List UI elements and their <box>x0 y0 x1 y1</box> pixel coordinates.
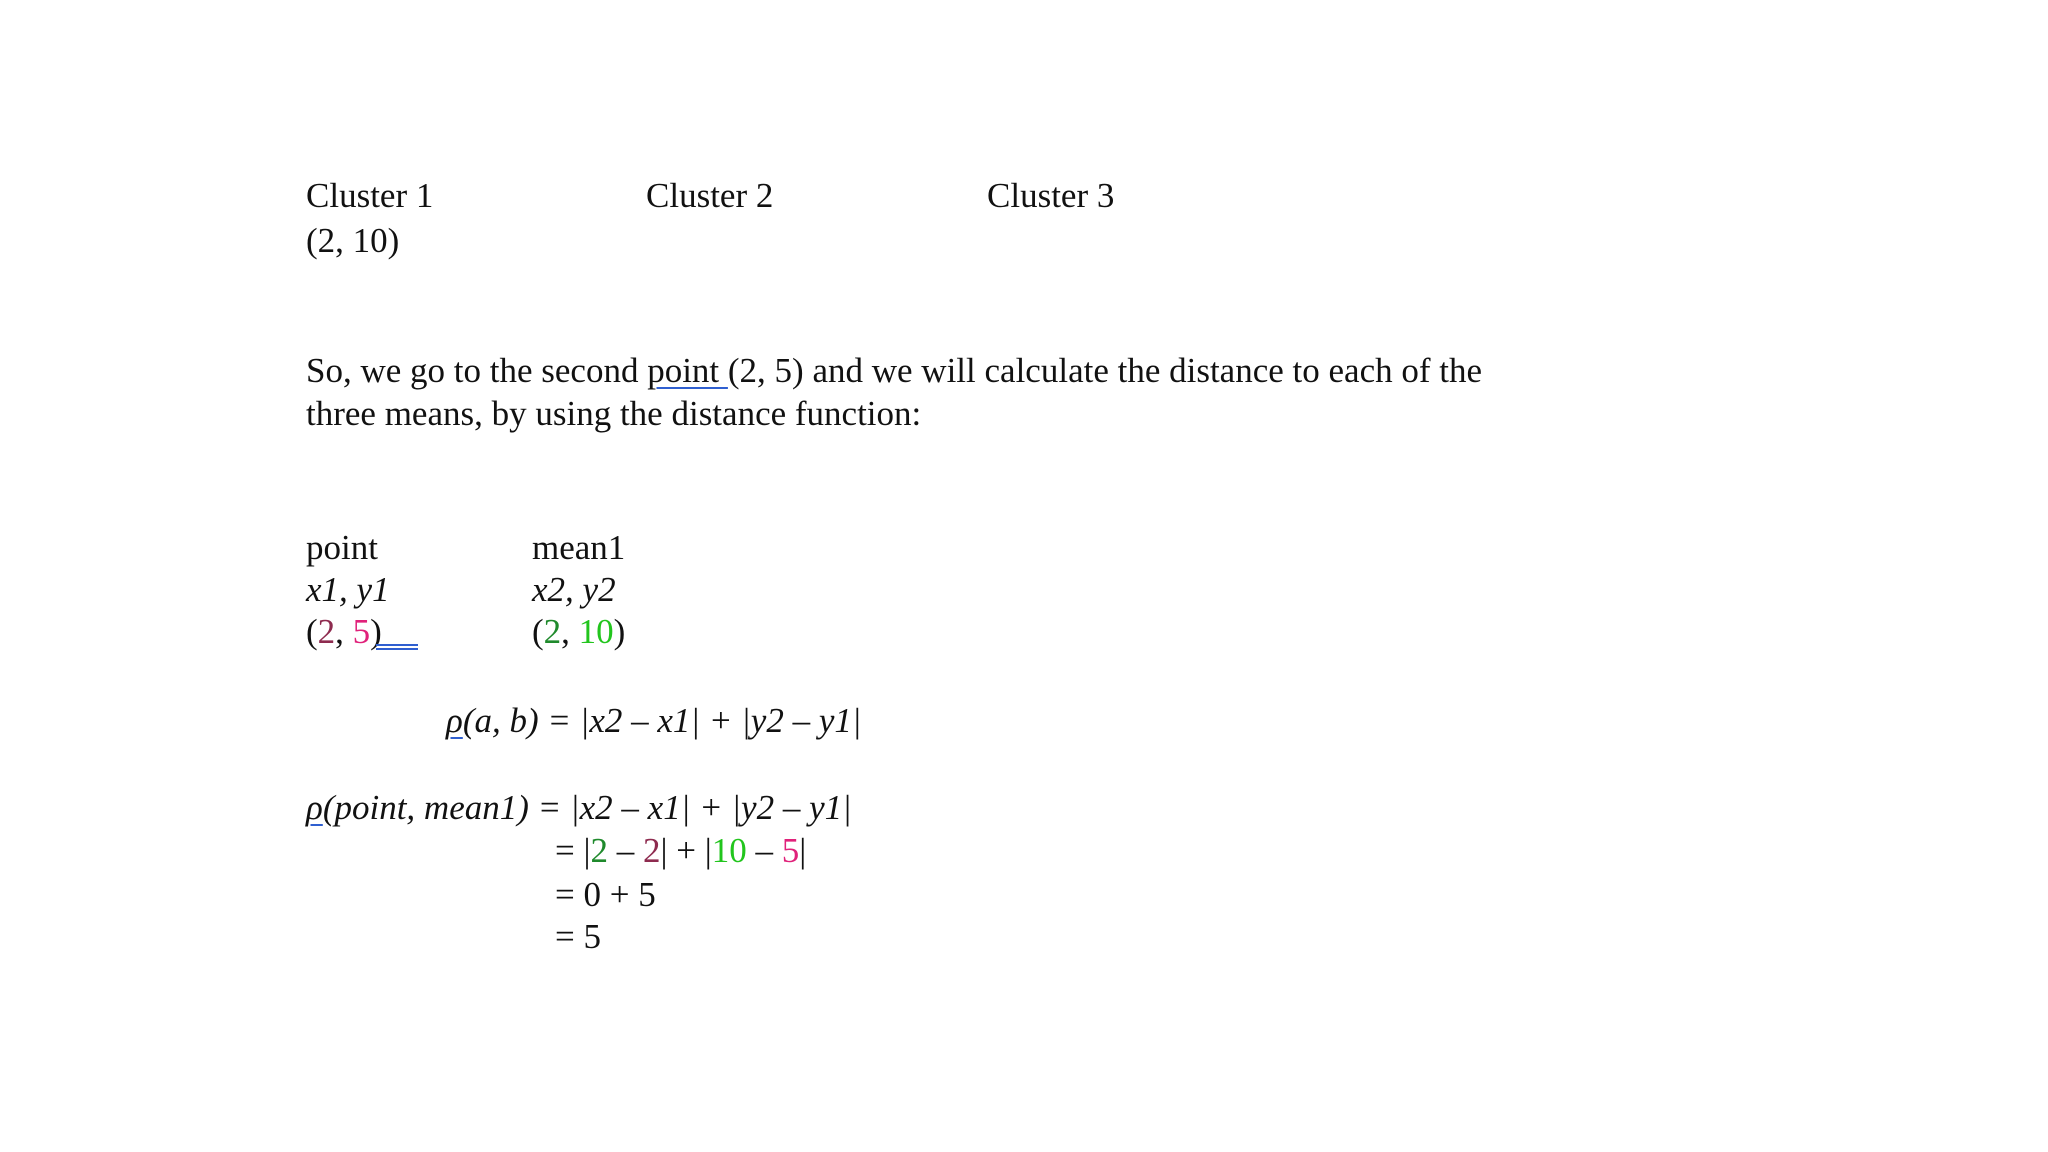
calculation-step-2: = 0 + 5 <box>555 875 656 914</box>
step1-point-x: 2 <box>643 831 661 870</box>
point-variables: x1, y1 <box>306 570 390 609</box>
paragraph-line-1-start: So, we go to the second <box>306 351 648 390</box>
cluster-2-header: Cluster 2 <box>646 176 774 215</box>
step1-mean-x: 2 <box>590 831 608 870</box>
step1-end: | <box>799 831 807 870</box>
mean1-variables: x2, y2 <box>532 570 616 609</box>
point-open-paren: ( <box>306 612 318 651</box>
paragraph-line-1-end: (2, 5) and we will calculate the distance to each of the <box>727 351 1483 390</box>
paragraph-line-2: three means, by using the distance function: <box>306 394 922 433</box>
calculation-step-1 <box>555 833 806 868</box>
mean-close-paren: ) <box>613 612 626 651</box>
cluster-1-header: Cluster 1 <box>306 176 434 215</box>
paragraph-line-1 <box>306 353 1482 388</box>
step1-mean-y: 10 <box>711 831 747 870</box>
paragraph-point-word: point <box>647 351 728 390</box>
point-separator: , <box>335 612 353 651</box>
mean-open-paren: ( <box>532 612 544 651</box>
general-formula-body: (a, b) = |x2 – x1| + |y2 – y1| <box>462 701 862 740</box>
mean-separator: , <box>561 612 579 651</box>
point-y-value: 5 <box>352 612 371 651</box>
point-x-value: 2 <box>317 612 336 651</box>
cluster-1-item: (2, 10) <box>306 221 400 260</box>
step1-point-y: 5 <box>781 831 800 870</box>
calculation-step-3: = 5 <box>555 917 601 956</box>
step1-equals: = | <box>555 831 591 870</box>
specific-formula-body: (point, mean1) = |x2 – x1| + |y2 – y1| <box>322 788 852 827</box>
mean-x-value: 2 <box>543 612 562 651</box>
point-column-header: point <box>306 528 378 567</box>
point-coordinates <box>306 614 382 649</box>
step1-minus-1: – <box>608 831 643 870</box>
point-double-underline-mark <box>376 644 418 650</box>
general-distance-formula <box>446 703 861 738</box>
step1-middle: | + | <box>660 831 712 870</box>
mean1-column-header: mean1 <box>532 528 626 567</box>
point-close-paren: ) <box>370 612 382 651</box>
rho-symbol-general: ρ <box>446 701 463 740</box>
cluster-3-header: Cluster 3 <box>987 176 1115 215</box>
step1-minus-2: – <box>746 831 782 870</box>
mean1-coordinates <box>532 614 625 649</box>
mean-y-value: 10 <box>578 612 614 651</box>
rho-symbol-specific: ρ <box>306 788 323 827</box>
specific-distance-formula <box>306 790 852 825</box>
